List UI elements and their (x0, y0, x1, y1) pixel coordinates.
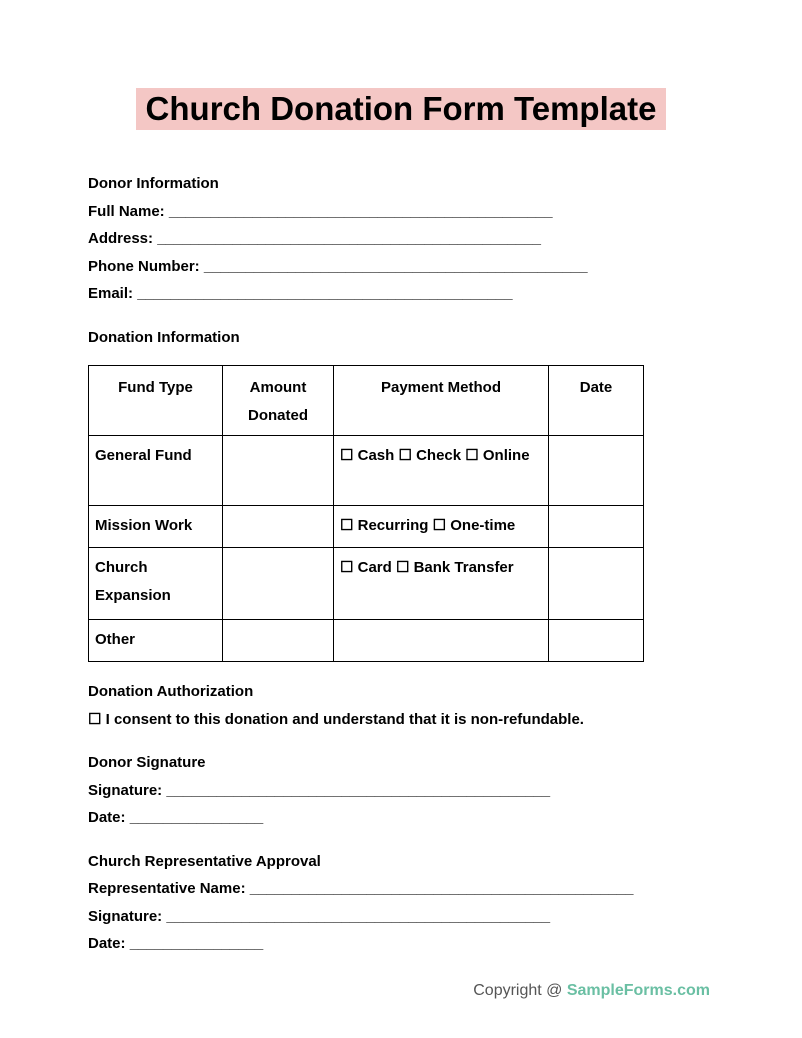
representative-name-line: ______________________________________________ (249, 880, 634, 898)
header-amount-donated: Amount Donated (223, 366, 334, 436)
full-name-field (88, 198, 742, 226)
donor-date-field (88, 804, 742, 832)
representative-signature-label: Signature: (88, 907, 163, 925)
table-row (89, 436, 644, 506)
email-label: Email: (88, 285, 134, 303)
consent-text: I consent to this donation and understand that it is non-refundable. (105, 710, 584, 728)
fund-type-cell: Church Expansion (89, 548, 223, 620)
representative-signature-field (88, 903, 742, 931)
email-field (88, 280, 742, 308)
representative-date-field (88, 930, 742, 958)
date-cell (549, 548, 644, 620)
email-line: _____________________________________________ (137, 285, 513, 303)
header-fund-type: Fund Type (89, 366, 223, 436)
donor-date-line: ________________ (129, 809, 264, 827)
representative-date-label: Date: (88, 935, 126, 953)
header-date: Date (549, 366, 644, 436)
date-cell (549, 436, 644, 506)
consent-checkbox[interactable]: ☐ (88, 710, 102, 728)
fund-type-cell: Other (89, 620, 223, 662)
representative-name-field (88, 875, 742, 903)
representative-date-line: ________________ (129, 935, 264, 953)
date-cell (549, 620, 644, 662)
address-label: Address: (88, 230, 154, 248)
footer (88, 982, 742, 1000)
table-row (89, 548, 644, 620)
phone-label: Phone Number: (88, 257, 200, 275)
payment-method-cell (334, 620, 549, 662)
full-name-line: ______________________________________________ (168, 202, 553, 220)
payment-method-cell[interactable]: ☐ Card ☐ Bank Transfer (334, 548, 549, 620)
fund-type-cell: Mission Work (89, 506, 223, 548)
form-body (88, 170, 742, 1000)
representative-heading: Church Representative Approval (88, 852, 321, 870)
amount-cell (223, 436, 334, 506)
phone-field (88, 253, 742, 281)
representative-signature-line: ______________________________________________ (166, 907, 551, 925)
table-header-row (89, 366, 644, 436)
amount-cell (223, 506, 334, 548)
table-row (89, 506, 644, 548)
donor-signature-line: ______________________________________________ (166, 781, 551, 799)
donation-table (88, 365, 644, 662)
fund-type-cell: General Fund (89, 436, 223, 506)
donor-signature-field (88, 777, 742, 805)
sampleforms-link[interactable]: SampleForms.com (566, 981, 710, 999)
donor-signature-label: Signature: (88, 781, 163, 799)
donor-date-label: Date: (88, 809, 126, 827)
address-line: ______________________________________________ (157, 230, 541, 248)
page-title: Church Donation Form Template (136, 88, 667, 130)
date-cell (549, 506, 644, 548)
phone-line: ______________________________________________ (203, 257, 588, 275)
full-name-label: Full Name: (88, 202, 165, 220)
copyright-text: Copyright @ (473, 981, 567, 999)
representative-name-label: Representative Name: (88, 880, 246, 898)
table-row (89, 620, 644, 662)
donation-info-heading: Donation Information (88, 328, 240, 346)
address-field (88, 225, 742, 253)
title-bar (0, 0, 802, 130)
amount-cell (223, 548, 334, 620)
amount-cell (223, 620, 334, 662)
payment-method-cell[interactable]: ☐ Recurring ☐ One-time (334, 506, 549, 548)
header-payment-method: Payment Method (334, 366, 549, 436)
authorization-heading: Donation Authorization (88, 683, 254, 701)
payment-method-cell[interactable]: ☐ Cash ☐ Check ☐ Online (334, 436, 549, 506)
consent-line (88, 706, 742, 734)
donor-signature-heading: Donor Signature (88, 754, 206, 772)
donor-info-heading: Donor Information (88, 175, 219, 193)
